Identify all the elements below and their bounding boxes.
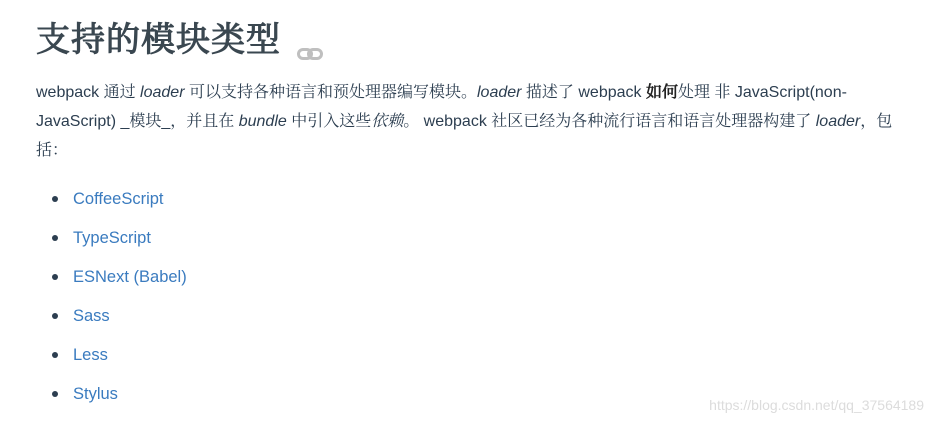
- list-link-esnext[interactable]: ESNext (Babel): [73, 268, 187, 286]
- emphasis-bundle: bundle: [238, 113, 287, 130]
- intro-paragraph: [36, 78, 916, 165]
- list-link-sass[interactable]: Sass: [73, 307, 110, 325]
- strong-how: 如何: [645, 84, 678, 101]
- text-segment: 可以支持各种语言和预处理器编写模块。: [184, 84, 477, 101]
- list-item: [36, 262, 187, 301]
- text-segment: webpack 通过: [36, 84, 141, 101]
- emphasis-loader: loader: [476, 84, 522, 101]
- list-link-stylus[interactable]: Stylus: [73, 385, 118, 403]
- emphasis-loader: loader: [815, 113, 861, 130]
- text-segment: 中引入这些: [286, 113, 372, 130]
- list-link-typescript[interactable]: TypeScript: [73, 229, 151, 247]
- bullet-icon: [52, 313, 58, 319]
- bullet-icon: [52, 235, 58, 241]
- list-link-coffeescript[interactable]: CoffeeScript: [73, 190, 164, 208]
- watermark: https://blog.csdn.net/qq_37564189: [709, 397, 924, 413]
- section-heading: [36, 12, 323, 61]
- emphasis-loader: loader: [140, 84, 185, 101]
- list-item: [36, 301, 187, 340]
- link-icon[interactable]: [297, 32, 323, 48]
- bullet-icon: [52, 352, 58, 358]
- list-item: [36, 379, 187, 418]
- language-list: [36, 184, 187, 418]
- list-item: [36, 223, 187, 262]
- text-segment: 处理 非 JavaScript(non-JavaScript) _模块_，并且在: [36, 84, 847, 130]
- text-segment: ，包括：: [36, 113, 893, 159]
- bullet-icon: [52, 274, 58, 280]
- list-item: [36, 340, 187, 379]
- bullet-icon: [52, 196, 58, 202]
- text-segment: 描述了 webpack: [521, 84, 646, 101]
- list-item: [36, 184, 187, 223]
- text-segment: 。 webpack 社区已经为各种流行语言和语言处理器构建了: [403, 113, 816, 130]
- emphasis-dependency: 依赖: [371, 113, 404, 130]
- bullet-icon: [52, 391, 58, 397]
- list-link-less[interactable]: Less: [73, 346, 108, 364]
- heading-title: 支持的模块类型: [36, 21, 281, 59]
